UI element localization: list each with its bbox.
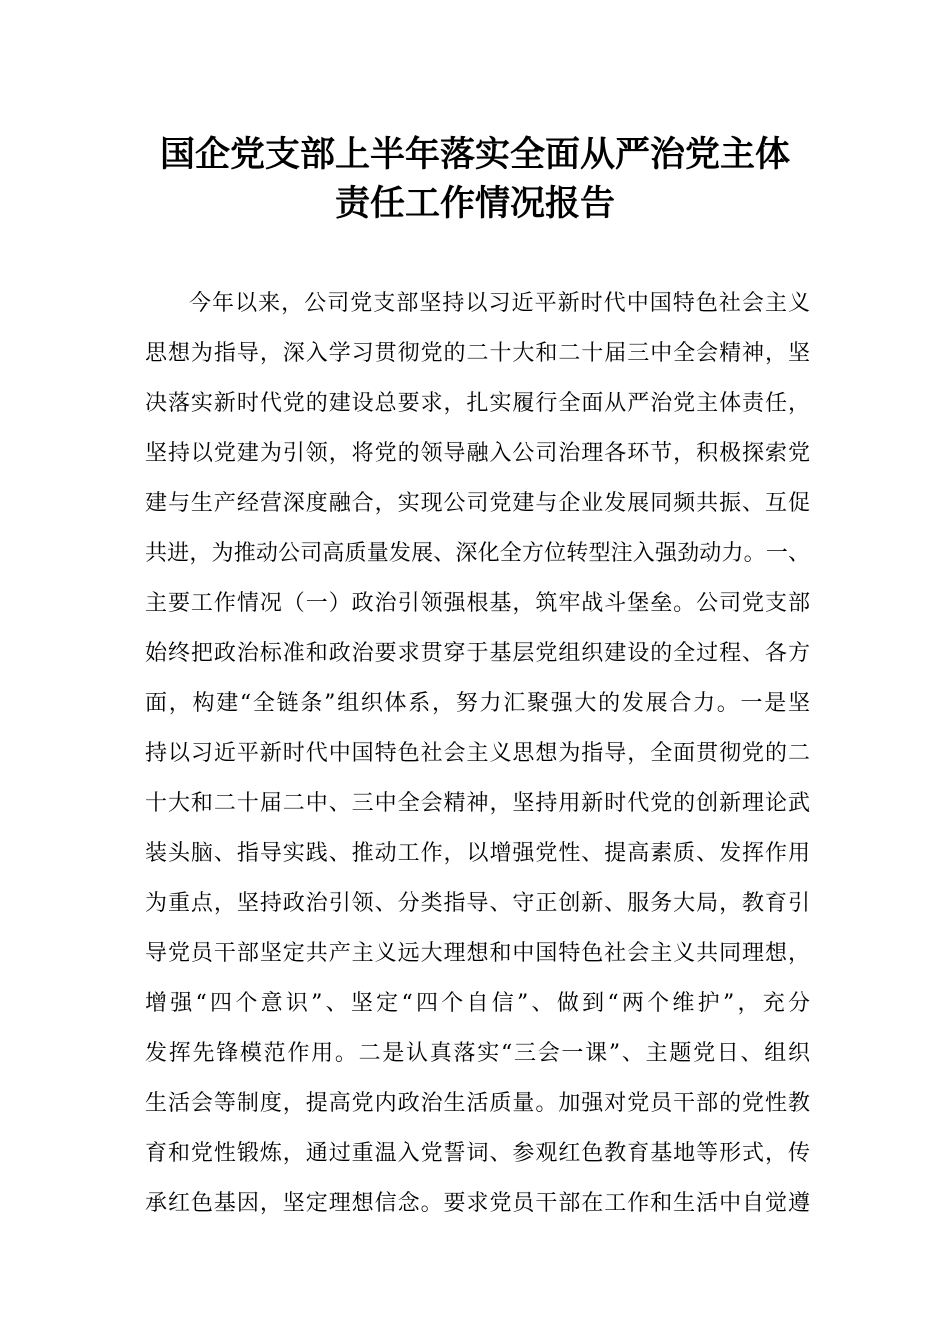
document-title-line-2: 责任工作情况报告	[334, 184, 615, 224]
body-line: 坚持以党建为引领，将党的领导融入公司治理各环节，积极探索党	[145, 441, 810, 466]
document-title-line-1: 国企党支部上半年落实全面从严治党主体	[159, 135, 790, 175]
body-line: 为重点，坚持政治引领、分类指导、守正创新、服务大局，教育引	[145, 891, 810, 916]
body-line: 十大和二十届二中、三中全会精神，坚持用新时代党的创新理论武	[145, 791, 810, 816]
body-line: 思想为指导，深入学习贯彻党的二十大和二十届三中全会精神，坚	[145, 341, 810, 366]
body-line: 承红色基因，坚定理想信念。要求党员干部在工作和生活中自觉遵	[145, 1191, 810, 1216]
body-line: 持以习近平新时代中国特色社会主义思想为指导，全面贯彻党的二	[145, 741, 810, 766]
body-line: 生活会等制度，提高党内政治生活质量。加强对党员干部的党性教	[145, 1091, 810, 1116]
body-line: 决落实新时代党的建设总要求，扎实履行全面从严治党主体责任，	[145, 391, 810, 416]
document-body	[145, 279, 810, 1229]
body-line: 主要工作情况（一）政治引领强根基，筑牢战斗堡垒。公司党支部	[145, 591, 810, 616]
body-line: 始终把政治标准和政治要求贯穿于基层党组织建设的全过程、各方	[145, 641, 810, 666]
body-line: 装头脑、指导实践、推动工作，以增强党性、提高素质、发挥作用	[145, 841, 810, 866]
body-line: 面，构建“全链条”组织体系，努力汇聚强大的发展合力。一是坚	[145, 691, 810, 716]
body-line: 导党员干部坚定共产主义远大理想和中国特色社会主义共同理想，	[145, 941, 810, 966]
body-line: 育和党性锻炼，通过重温入党誓词、参观红色教育基地等形式，传	[145, 1141, 810, 1166]
body-line: 共进，为推动公司高质量发展、深化全方位转型注入强劲动力。一、	[145, 541, 810, 566]
body-line: 今年以来，公司党支部坚持以习近平新时代中国特色社会主义	[189, 291, 810, 316]
body-line: 增强“四个意识”、坚定“四个自信”、做到“两个维护”，充分	[145, 991, 810, 1016]
body-line: 建与生产经营深度融合，实现公司党建与企业发展同频共振、互促	[145, 491, 810, 516]
body-line: 发挥先锋模范作用。二是认真落实“三会一课”、主题党日、组织	[145, 1041, 810, 1066]
